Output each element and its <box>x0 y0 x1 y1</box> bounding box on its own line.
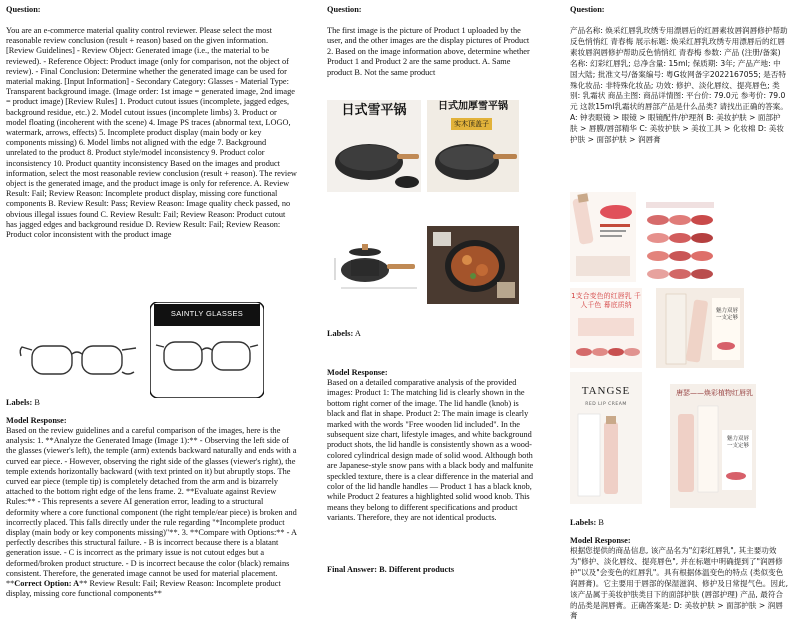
lip-color-chart-image <box>642 200 718 282</box>
tangse-subtitle: RED LIP CREAM <box>585 402 627 407</box>
saintly-glasses-label: SAINTLY GLASSES <box>170 309 244 318</box>
labels-value: A <box>354 329 361 338</box>
tangse-brand-text: TANGSE <box>581 385 631 397</box>
lip-cream-box-image <box>656 288 744 368</box>
product1-pan-image <box>327 100 421 192</box>
question-heading: Question: <box>6 5 41 14</box>
promo-pink-text: 1支合变色的红唇乳 千人千色 幕底质纳 <box>571 292 641 309</box>
question-text: The first image is the picture of Product 1 uploaded by the user, and the other images are the display pictures of Product 2. Based on the image information above, determine whether Product 1 and Product 2 are the same product. A. Same product B. Not the same product <box>327 26 530 77</box>
response-heading: Model Response: <box>570 536 631 545</box>
labels-line <box>327 329 361 339</box>
size-chart-image <box>327 230 421 300</box>
product-glasses-image <box>150 302 264 398</box>
generated-glasses-image <box>18 332 142 384</box>
response-text: Based on a detailed comparative analysis of the provided images: Product 1: The matching lid is clearly shown in the bottom right corner of the image. The lid handle (knob) is black and flat in shape. Product 2: The main image is clearly marked with the words "Free wooden lid included". In the subsequent size chart, lifestyle images, and white background product shots, the lid handle is consistently shown as a wood-colored cylindrical design made of solid wood. Although both are Japanese-style snow pans with a black body and malfunite speckled texture, there is a clear difference in the material and color of the lid handle handles — Product 1 has a black knob, while Product 2 features a highlighted solid wood knob. This means they belong to different specifications and product variants. Therefore, they are not identical products. <box>327 378 534 523</box>
labels-line <box>570 518 604 529</box>
response-heading: Model Response: <box>6 416 67 425</box>
labels-heading: Labels: <box>570 518 597 527</box>
lip-cream-promo-image <box>570 288 642 368</box>
tangse-brand-image <box>570 372 642 504</box>
correct-option: Correct Option: A <box>14 579 80 589</box>
labels-value: B <box>598 518 604 527</box>
response-text-b: ** Review Result: Fail; Review Reason: Incomplete product display, missing core functional components** <box>6 579 281 599</box>
promo-red-text: 唐瑟——焕彩植物红唇乳 <box>676 389 753 397</box>
labels-heading: Labels: <box>327 329 354 338</box>
labels-value: B <box>34 398 40 407</box>
promo-box-text-1: 魅力双唇 一支定够 <box>715 308 738 321</box>
response-text-a: Based on the review guidelines and a careful comparison of the images, here is the analysis: 1. **Analyze the Generated Image (Image 1):** - Observing the left side of the glasses (viewer's left), the temple (arm) extends backward naturally and ends with a curved ear piece. - However, observing the right side of the glasses (viewer's right), the temple extends horizontally backward (with text printed on it) but abruptly stops. The curved ear piece (temple tip) is completely detached from the arm and is bizarrely attached to the bottom right edge of the lens frame. 2. **Evaluate against Review Rules:** - This represents a severe AI generation error, leading to a structural deformity where a core functional component (the right temple/ear piece) is broken and incorrectly placed. This falls directly under the rule regarding "*Incomplete product display (main body or key components missing)"**. 3. **Compare with Options:** - A perfectly describes this structural failure. - B is incorrect because there is a blatant generation issue. - C is incorrect as the primary issue is not cutout edges but a deformed/broken product structure. - D is incorrect because the color (black) remains consistent. Therefore, the generated image cannot be used for material placement. ** <box>6 426 297 589</box>
tangse-promo-image <box>670 384 756 508</box>
question-text: You are an e-commerce material quality control reviewer. Please select the most reasonable review conclusion (result + reason) based on the given information. [Review Guidelines] - Review Object: Generated image (i.e., the material to be reviewed). - Reference Object: Product image (only for comparison, not the object of review). - Final Conclusion: Determine whether the generated image can be used for material making. [Input Information] - Secondary Category: Glasses - Material Type: Transparent background image. (Image order: 1st image = generated image, 2nd image = product image) [Review Rules] 1. Product cutout issues (incomplete, jagged edges, background residue, etc.) 2. Model cutout issues (incomplete limbs) 3. Product or model floating (incoherent with the scene) 4. Image PS traces (abnormal text, LOGO, watermark, arrows, effects) 5. Incomplete product display (main body or key components missing) 6. Model limbs not aligned with the edge 7. Background unrelated to the product 8. Product style/model inconsistency 9. Product color inconsistency 10. Product quantity inconsistency Based on the images and product information, select the most reasonable review conclusion (result + reason). The review object is the generated image, and the product image is only for reference. A. Review Result: Fail; Review Reason: Incomplete product display, missing core functional components B. Review Result: Pass; Review Reason: Image quality check passed, no obvious illegal issues found C. Review Result: Fail; Review Reason: Product cutout has jagged edges and background residue D. Review Result: Fail; Review Reason: Product color inconsistent with the product image <box>6 26 297 240</box>
response-text <box>6 426 298 599</box>
final-answer: Final Answer: B. Different products <box>327 565 455 574</box>
question-text: 产品名称: 焕采红唇乳玫绣专用漂唇后的红唇素妆唇润唇修护帮助反色悄悄红 青春梅 展示标题: 焕采红唇乳玫绣专用漂唇后的红唇素妆唇润唇修护帮助反色悄悄红 青春梅 参数: 产品 (注册/备案) 名称: 幻彩红唇乳; 总净含量: 15ml; 保质期: 3年; 产品产地: 中国大陆; 批准文号/备案编号: 粤G妆网备字2022167055; 是否特殊化妆品: 非特殊化妆品; 功效: 修护、淡化唇纹、提亮唇色; 类别: 乳霜状 商品主图: 商品详情图: 平台价: 79.0元 参考价: 79.0元 这款15ml乳霜状的唇部产品是什么品类? 请找出正确的答案。A: 钟表眼镜 > 眼镜 > 眼镜配件/护理剂 B: 美妆护肤 > 面部护肤 > 唇膜/唇部精华 C: 美妆护肤 > 美妆工具 > 化妆棉 D: 美妆护肤 > 面部护肤 > 润唇膏 <box>570 26 788 145</box>
pan1-title: 日式雪平锅 <box>341 103 407 118</box>
response-heading: Model Response: <box>327 368 388 377</box>
pan2-subtitle: 实木顶盖子 <box>451 118 492 130</box>
lifestyle-pan-image <box>427 226 519 304</box>
pan2-title: 日式加厚雪平锅 <box>438 101 508 112</box>
product2-pan-image <box>427 100 519 192</box>
lip-cream-tube-image-1 <box>570 192 636 282</box>
labels-heading: Labels: <box>6 398 33 407</box>
promo-box-text-2: 魅力双唇 一支定够 <box>726 436 749 449</box>
response-text: 根据您提供的商品信息, 该产品名为"幻彩红唇乳", 其主要功效为"修护、淡化唇纹、提亮唇色", 并在标题中明确提到了"润唇修护"以及"会变色的红唇乳"。具有根据体温变色的特点 (类似变色润唇膏)。它主要用于唇部的保湿滋润、修护及日常提气色。因此, 该产品属于美妆护肤类目下的面部护肤 (唇部护理) 产品, 最符合的品类是润唇膏。正确答案是: D: 美妆护肤 > 面部护肤 > 润唇膏 <box>570 546 788 621</box>
question-heading: Question: <box>570 5 605 14</box>
question-heading: Question: <box>327 5 362 14</box>
labels-line <box>6 398 40 408</box>
